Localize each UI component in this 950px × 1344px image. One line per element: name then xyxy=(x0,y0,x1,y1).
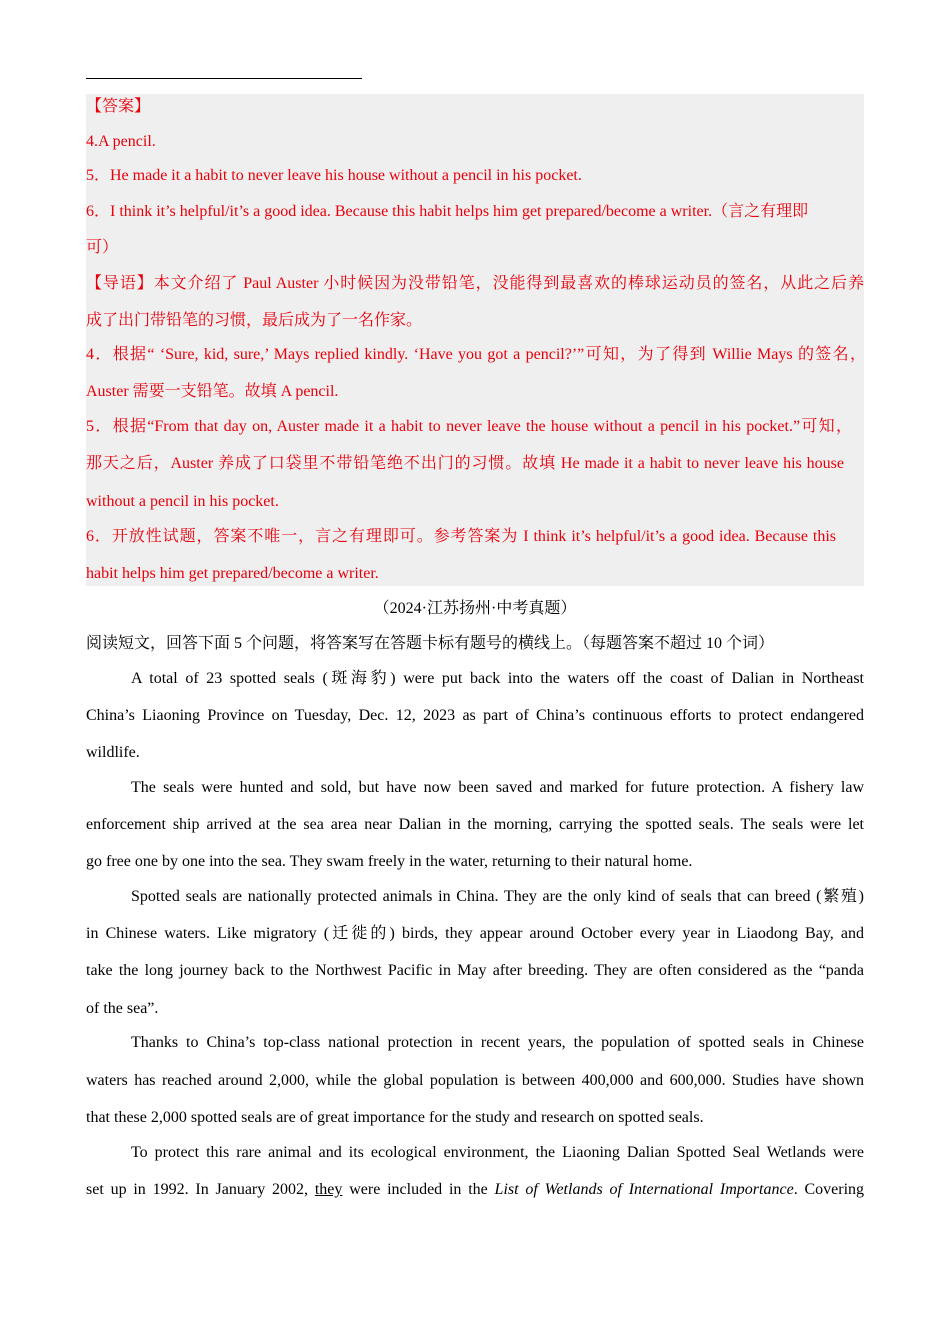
explain-4-line-2: Auster 需要一支铅笔。故填 A pencil. xyxy=(86,383,339,400)
reading-instruction: 阅读短文，回答下面 5 个问题，将答案写在答题卡标有题号的横线上。（每题答案不超过 10 个词） xyxy=(86,635,775,652)
passage-p3-line-4: of the sea”. xyxy=(86,1000,159,1017)
top-divider xyxy=(86,78,362,79)
passage-p5-line-2-end: . Covering xyxy=(793,1181,865,1198)
explain-6-line-1: 6．开放性试题，答案不唯一，言之有理即可。参考答案为 I think it’s helpful/it’s a good idea. Because this xyxy=(86,528,836,545)
answer-5: 5．He made it a habit to never leave his house without a pencil in his pocket. xyxy=(86,167,582,184)
passage-p4-line-3: that these 2,000 spotted seals are of great importance for the study and research on spotted seals. xyxy=(86,1109,704,1126)
underlined-word-they: they xyxy=(314,1181,343,1198)
answer-6-line-2: 可） xyxy=(86,239,119,256)
passage-p5-line-2 xyxy=(86,1180,864,1200)
answer-4: 4.A pencil. xyxy=(86,133,156,150)
italic-list-title: List of Wetlands of International Importance xyxy=(494,1181,794,1198)
explain-5-line-1: 5．根据“From that day on, Auster made it a habit to never leave the house without a pencil in his pocket.”可知， xyxy=(86,418,852,435)
passage-p5-line-2-middle: were included in the xyxy=(349,1181,488,1198)
explain-5-line-3: without a pencil in his pocket. xyxy=(86,493,279,510)
explain-4-line-1: 4．根据“ ‘Sure, kid, sure,’ Mays replied kindly. ‘Have you got a pencil?’”可知，为了得到 Willie Mays 的签名， xyxy=(86,346,866,363)
passage-p3-line-1: Spotted seals are nationally protected animals in China. They are the only kind of seals that can breed (繁殖) xyxy=(131,888,864,905)
passage-p1-line-2: China’s Liaoning Province on Tuesday, Dec. 12, 2023 as part of China’s continuous efforts to protect endangered xyxy=(86,707,864,724)
answer-header: 【答案】 xyxy=(86,98,151,115)
passage-p1-line-3: wildlife. xyxy=(86,744,140,761)
passage-p2-line-2: enforcement ship arrived at the sea area near Dalian in the morning, carrying the spotted seals. The seals were let xyxy=(86,816,864,833)
passage-p4-line-1: Thanks to China’s top-class national protection in recent years, the population of spotted seals in Chinese xyxy=(131,1034,864,1051)
passage-p2-line-3: go free one by one into the sea. They swam freely in the water, returning to their natural home. xyxy=(86,853,693,870)
passage-p5-line-2-start: set up in 1992. In January 2002, xyxy=(86,1181,309,1198)
answer-6-line-1: 6．I think it’s helpful/it’s a good idea. Because this habit helps him get prepared/become a writer.（言之有理即 xyxy=(86,203,809,220)
explain-6-line-2: habit helps him get prepared/become a writer. xyxy=(86,565,379,582)
question-source: （2024·江苏扬州·中考真题） xyxy=(373,600,577,617)
passage-p2-line-1: The seals were hunted and sold, but have now been saved and marked for future protection. A fishery law xyxy=(131,779,864,796)
passage-p1-line-1: A total of 23 spotted seals (斑海豹) were put back into the waters off the coast of Dalian in Northeast xyxy=(131,670,864,687)
passage-p3-line-3: take the long journey back to the Northwest Pacific in May after breeding. They are often considered as the “panda xyxy=(86,962,864,979)
explain-5-line-2: 那天之后，Auster 养成了口袋里不带铅笔绝不出门的习惯。故填 He made it a habit to never leave his house xyxy=(86,455,844,472)
passage-p3-line-2: in Chinese waters. Like migratory (迁徙的) birds, they appear around October every year in Liaodong Bay, and xyxy=(86,925,864,942)
passage-p5-line-1: To protect this rare animal and its ecological environment, the Liaoning Dalian Spotted Seal Wetlands were xyxy=(131,1144,864,1161)
passage-p4-line-2: waters has reached around 2,000, while the global population is between 400,000 and 600,000. Studies have shown xyxy=(86,1072,864,1089)
guide-line-1: 【导语】本文介绍了 Paul Auster 小时候因为没带铅笔，没能得到最喜欢的棒球运动员的签名，从此之后养 xyxy=(86,275,864,292)
guide-line-2: 成了出门带铅笔的习惯，最后成为了一名作家。 xyxy=(86,312,423,329)
